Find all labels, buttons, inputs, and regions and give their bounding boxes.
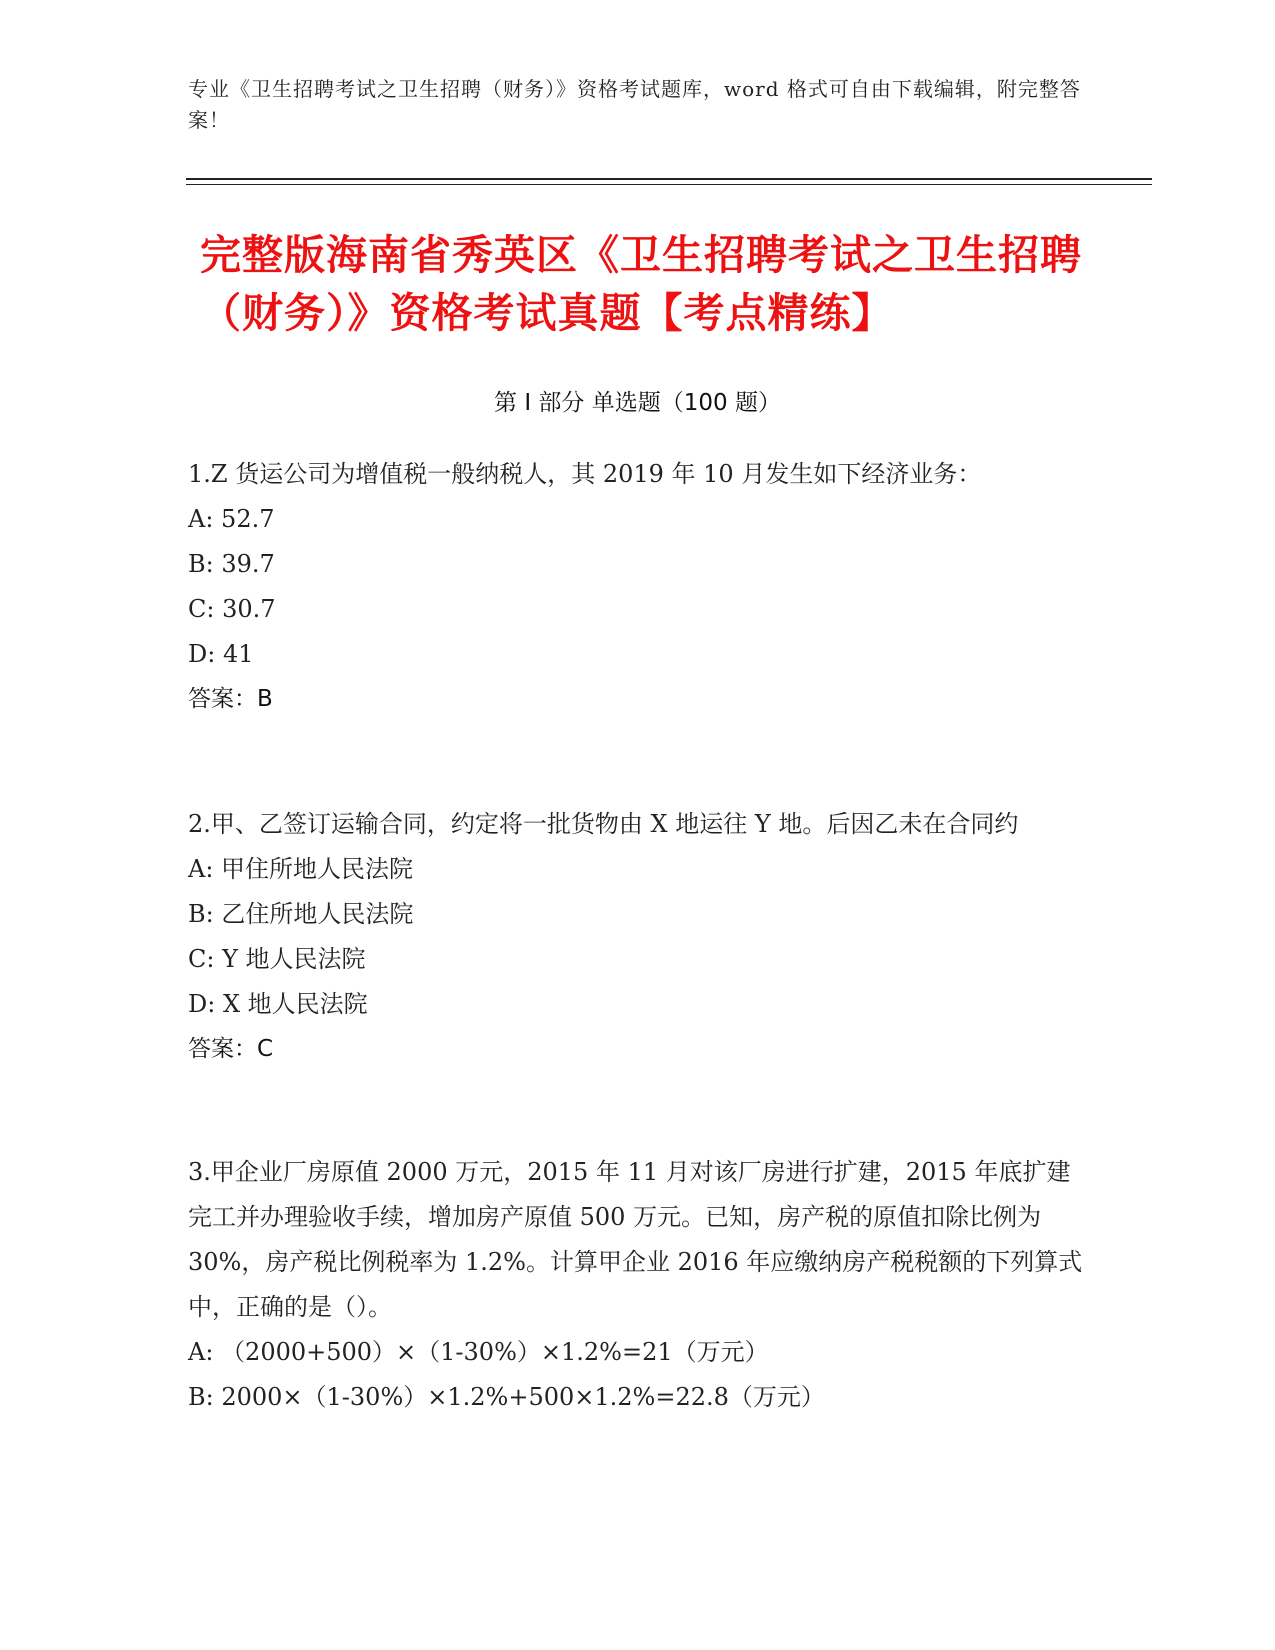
section-heading: 第 I 部分 单选题（100 题） [494,390,781,416]
question-stem: 3.甲企业厂房原值 2000 万元，2015 年 11 月对该厂房进行扩建，2015 年底扩建完工并办理验收手续，增加房产原值 500 万元。已知，房产税的原值扣除比例为 30%，房产税比例税率为 1.2%。计算甲企业 2016 年应缴纳房产税税额的下列算式中，正确的是（）。 [188,1158,1083,1321]
document-title: 完整版海南省秀英区《卫生招聘考试之卫生招聘（财务）》资格考试真题【考点精练】 [200,231,1082,337]
option-d: D: 41 [188,640,254,668]
header-divider-thin [186,184,1152,185]
answer: 答案：B [188,686,273,712]
option-a: A: （2000+500）×（1-30%）×1.2%=21（万元） [188,1338,769,1366]
question-3 [188,1150,1088,1420]
option-a: A: 甲住所地人民法院 [188,855,414,883]
question-2 [188,802,1088,1072]
answer: 答案：C [188,1036,274,1062]
option-b: B: 乙住所地人民法院 [188,900,414,928]
option-a: A: 52.7 [188,505,275,533]
question-stem: 1.Z 货运公司为增值税一般纳税人，其 2019 年 10 月发生如下经济业务： [188,460,982,488]
header-divider-thick [186,178,1152,180]
question-stem: 2.甲、乙签订运输合同，约定将一批货物由 X 地运往 Y 地。后因乙未在合同约 [188,810,1019,838]
option-b: B: 2000×（1-30%）×1.2%+500×1.2%=22.8（万元） [188,1383,825,1411]
header-note: 专业《卫生招聘考试之卫生招聘（财务）》资格考试题库，word 格式可自由下载编辑，附完整答案！ [188,77,1081,132]
option-c: C: 30.7 [188,595,276,623]
option-d: D: X 地人民法院 [188,990,368,1018]
question-1 [188,452,1088,722]
option-b: B: 39.7 [188,550,275,578]
option-c: C: Y 地人民法院 [188,945,366,973]
